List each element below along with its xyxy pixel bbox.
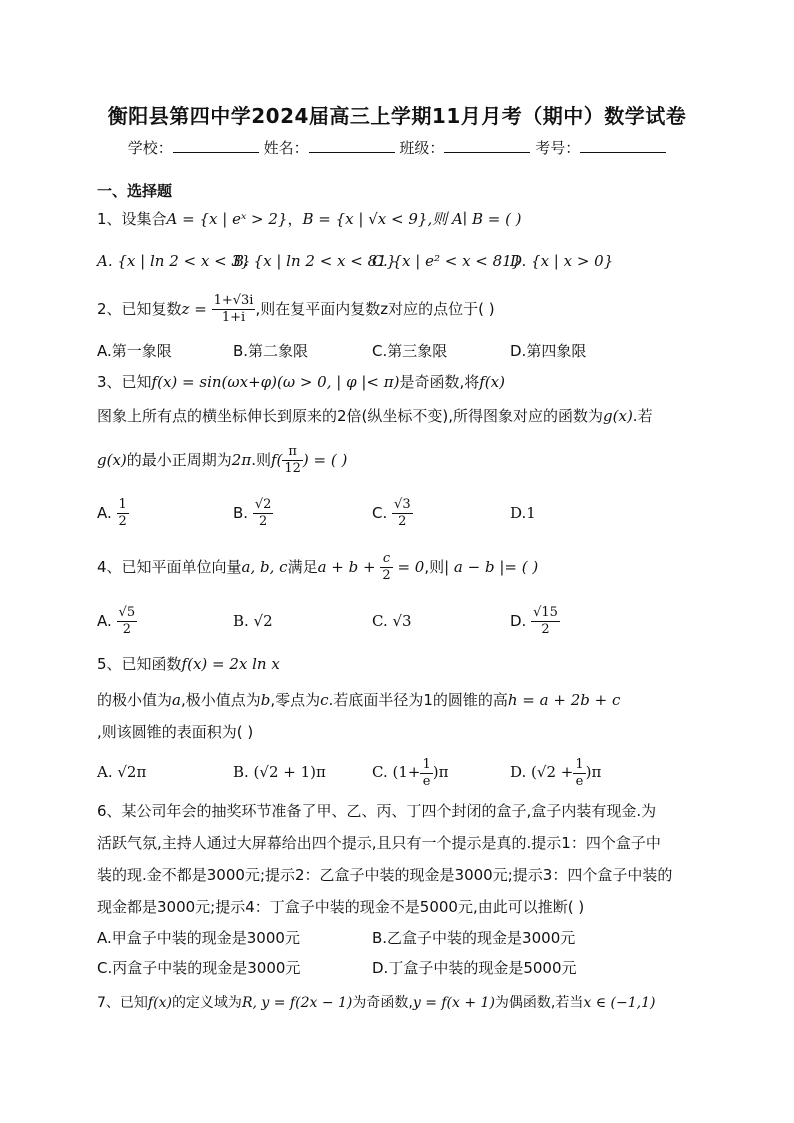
q4-option-b[interactable]: B. √2	[233, 612, 273, 630]
q4-a-num: √5	[118, 605, 136, 620]
q5-d-fraction	[573, 757, 585, 790]
q4-eq-b: = 0	[397, 558, 425, 576]
q3-line3-then: .则	[251, 451, 271, 469]
q3-line2-text: 图象上所有点的横坐标伸长到原来的2倍(纵坐标不变),所得图象对应的函数为	[97, 407, 604, 425]
q3-text-a: 3、已知	[97, 373, 152, 391]
q3-b-label: B.	[233, 504, 249, 522]
q4-c-fraction	[380, 551, 392, 584]
q2-option-c[interactable]: C.第三象限	[372, 342, 448, 360]
q3-f-open: f(	[270, 451, 283, 469]
question-4-stem	[97, 547, 538, 587]
q5-d-post: )π	[585, 763, 602, 781]
q6-option-d[interactable]: D.丁盒子中装的现金是5000元	[372, 959, 577, 977]
q7-range: x ∈ (−1,1)	[583, 995, 656, 1011]
q5-var-a: a	[172, 691, 181, 709]
q6-option-c[interactable]: C.丙盒子中装的现金是3000元	[97, 959, 301, 977]
q2-z: z =	[181, 300, 207, 318]
q3-option-c[interactable]	[372, 493, 413, 533]
q3-option-d[interactable]: D.1	[510, 504, 536, 522]
q2-option-b[interactable]: B.第二象限	[233, 342, 309, 360]
name-blank[interactable]	[309, 138, 395, 153]
q3-option-a[interactable]	[97, 493, 129, 533]
q3-frac-den: 12	[284, 461, 301, 476]
q2-option-d[interactable]: D.第四象限	[510, 342, 587, 360]
q3-a-den: 2	[118, 514, 127, 529]
q3-f-close: ) = ( )	[302, 451, 348, 469]
q5-c-den: e	[422, 773, 431, 789]
q1-option-a[interactable]: A. {x | ln 2 < x < 3}	[97, 252, 251, 270]
q6-option-a[interactable]: A.甲盒子中装的现金是3000元	[97, 929, 300, 947]
q4-frac-den: 2	[382, 568, 391, 583]
q5-text-a: 的极小值为	[97, 691, 173, 709]
q7-even-expr: y = f(x + 1)	[412, 995, 495, 1011]
q3-c-num: √3	[394, 497, 411, 512]
q4-a-fraction	[117, 605, 138, 638]
q3-b-num: √2	[254, 497, 272, 512]
q5-d-pre: D. (√2 +	[510, 763, 574, 781]
school-blank[interactable]	[173, 138, 259, 153]
q5-var-b: b	[260, 691, 271, 709]
q3-b-den: 2	[258, 514, 268, 529]
q4-d-fraction	[531, 605, 560, 638]
q3-gx: g(x)	[603, 407, 633, 425]
question-3-line-1	[97, 372, 505, 392]
q3-line2-end: .若	[632, 407, 653, 425]
q4-option-d[interactable]	[510, 601, 560, 641]
q5-var-c: c	[320, 691, 329, 709]
name-label: 姓名：	[263, 139, 309, 157]
q7-fx: f(x)	[147, 995, 172, 1011]
q3-c-label: C.	[372, 504, 388, 522]
q7-domain-expr: R, y = f(2x − 1)	[241, 995, 353, 1011]
q4-frac-num: c	[380, 551, 392, 568]
q5-text-c: ,零点为	[270, 691, 321, 709]
school-label: 学校：	[127, 139, 173, 157]
q1-set-b: B = {x | √x < 9}	[302, 210, 428, 228]
question-3-line-3	[97, 440, 347, 480]
q7-stem-text: 7、已知	[97, 995, 148, 1011]
q5-option-d[interactable]	[510, 752, 601, 792]
q5-text-b: ,极小值点为	[180, 691, 261, 709]
q3-function: f(x) = sin(ωx+φ)(ω > 0, | φ |< π)	[151, 373, 400, 391]
student-info-line	[0, 137, 794, 158]
q4-eq-a: a + b +	[317, 558, 376, 576]
q4-mid: 满足	[287, 558, 318, 576]
page-title: 衡阳县第四中学2024届高三上学期11月月考（期中）数学试卷	[107, 104, 687, 128]
q4-a-den: 2	[122, 622, 131, 637]
q5-stem-text: 5、已知函数	[97, 655, 182, 673]
q7-mid-b: 为奇函数,	[352, 995, 413, 1011]
q5-option-c[interactable]	[372, 752, 448, 792]
q2-fraction-num: 1+√3i	[213, 293, 254, 308]
class-label: 班级：	[399, 139, 445, 157]
q7-mid-a: 的定义域为	[171, 995, 242, 1011]
q3-b-fraction	[253, 497, 274, 530]
q5-c-fraction	[420, 757, 432, 790]
q3-a-num: 1	[118, 497, 127, 512]
question-1-stem	[97, 209, 522, 229]
q3-c-fraction	[392, 497, 413, 530]
q1-option-c[interactable]: C. {x | e² < x < 81}	[372, 252, 522, 270]
q2-fraction-den: 1+i	[221, 310, 246, 325]
q1-tail: ,则 A∣ B = ( )	[427, 210, 522, 228]
q6-option-b[interactable]: B.乙盒子中装的现金是3000元	[372, 929, 576, 947]
q5-d-num: 1	[575, 756, 584, 772]
q3-a-fraction	[117, 497, 129, 530]
q1-option-b[interactable]: B. {x | ln 2 < x < 81}	[233, 252, 397, 270]
q3-fx: f(x)	[479, 373, 505, 391]
q4-d-den: 2	[541, 622, 550, 637]
q4-stem-text: 4、已知平面单位向量	[97, 558, 242, 576]
q4-vectors: a, b, c	[241, 558, 288, 576]
number-label: 考号：	[535, 139, 581, 157]
question-5-stem	[97, 654, 280, 674]
q4-d-num: √15	[533, 605, 558, 620]
q4-a-label: A.	[97, 612, 112, 630]
q5-text-d: .若底面半径为1的圆锥的高	[328, 691, 508, 709]
q7-mid-c: 为偶函数,若当	[494, 995, 584, 1011]
q3-option-b[interactable]	[233, 493, 273, 533]
number-blank[interactable]	[580, 138, 666, 153]
q5-function: f(x) = 2x ln x	[181, 655, 280, 673]
question-3-line-2	[97, 406, 653, 426]
q5-option-a[interactable]: A. √2π	[97, 763, 147, 781]
q4-option-a[interactable]	[97, 601, 137, 641]
q2-option-a[interactable]: A.第一象限	[97, 342, 172, 360]
q4-tail-a: ,则	[424, 558, 445, 576]
q3-a-label: A.	[97, 504, 112, 522]
q5-height-expr: h = a + 2b + c	[507, 691, 621, 709]
q5-c-post: )π	[432, 763, 449, 781]
q5-c-num: 1	[422, 756, 431, 772]
q2-tail: ,则在复平面内复数z对应的点位于( )	[255, 300, 495, 318]
question-5-line-3: ,则该圆锥的表面积为( )	[97, 723, 254, 741]
q2-fraction	[212, 293, 256, 326]
class-blank[interactable]	[444, 138, 530, 153]
question-6-line-2: 活跃气氛,主持人通过大屏幕给出四个提示,且只有一个提示是真的.提示1：四个盒子中	[97, 834, 661, 852]
q3-pi-fraction	[282, 444, 303, 477]
q2-stem-text: 2、已知复数	[97, 300, 182, 318]
q5-d-den: e	[575, 773, 584, 789]
q3-line3-text: 的最小正周期为	[126, 451, 232, 469]
q3-2pi: 2π	[231, 451, 252, 469]
q4-option-c[interactable]: C. √3	[372, 612, 412, 630]
q5-option-b[interactable]: B. (√2 + 1)π	[233, 763, 326, 781]
q3-text-b: 是奇函数,将	[399, 373, 480, 391]
q4-abs: | a − b |	[444, 558, 505, 576]
q1-sep: ，	[287, 210, 303, 228]
question-7-stem	[97, 993, 655, 1013]
question-2-stem	[97, 289, 495, 329]
q3-gx-2: g(x)	[97, 451, 127, 469]
q1-option-d[interactable]: D. {x | x > 0}	[510, 252, 614, 270]
q5-c-pre: C. (1+	[372, 763, 421, 781]
q1-stem-text: 1、设集合	[97, 210, 167, 228]
q3-c-den: 2	[398, 514, 407, 529]
q4-tail-b: = ( )	[504, 558, 539, 576]
question-5-line-2	[97, 690, 620, 710]
q1-set-a: A = {x | eˣ > 2}	[166, 210, 288, 228]
question-6-line-1: 6、某公司年会的抽奖环节准备了甲、乙、丙、丁四个封闭的盒子,盒子内装有现金.为	[97, 802, 657, 820]
q3-frac-num: π	[282, 444, 303, 461]
q4-d-label: D.	[510, 612, 527, 630]
question-6-line-4: 现金都是3000元;提示4：丁盒子中装的现金不是5000元,由此可以推断( )	[97, 898, 585, 916]
section-heading: 一、选择题	[97, 182, 173, 200]
question-6-line-3: 装的现.金不都是3000元;提示2：乙盒子中装的现金是3000元;提示3：四个盒子中装的	[97, 866, 673, 884]
